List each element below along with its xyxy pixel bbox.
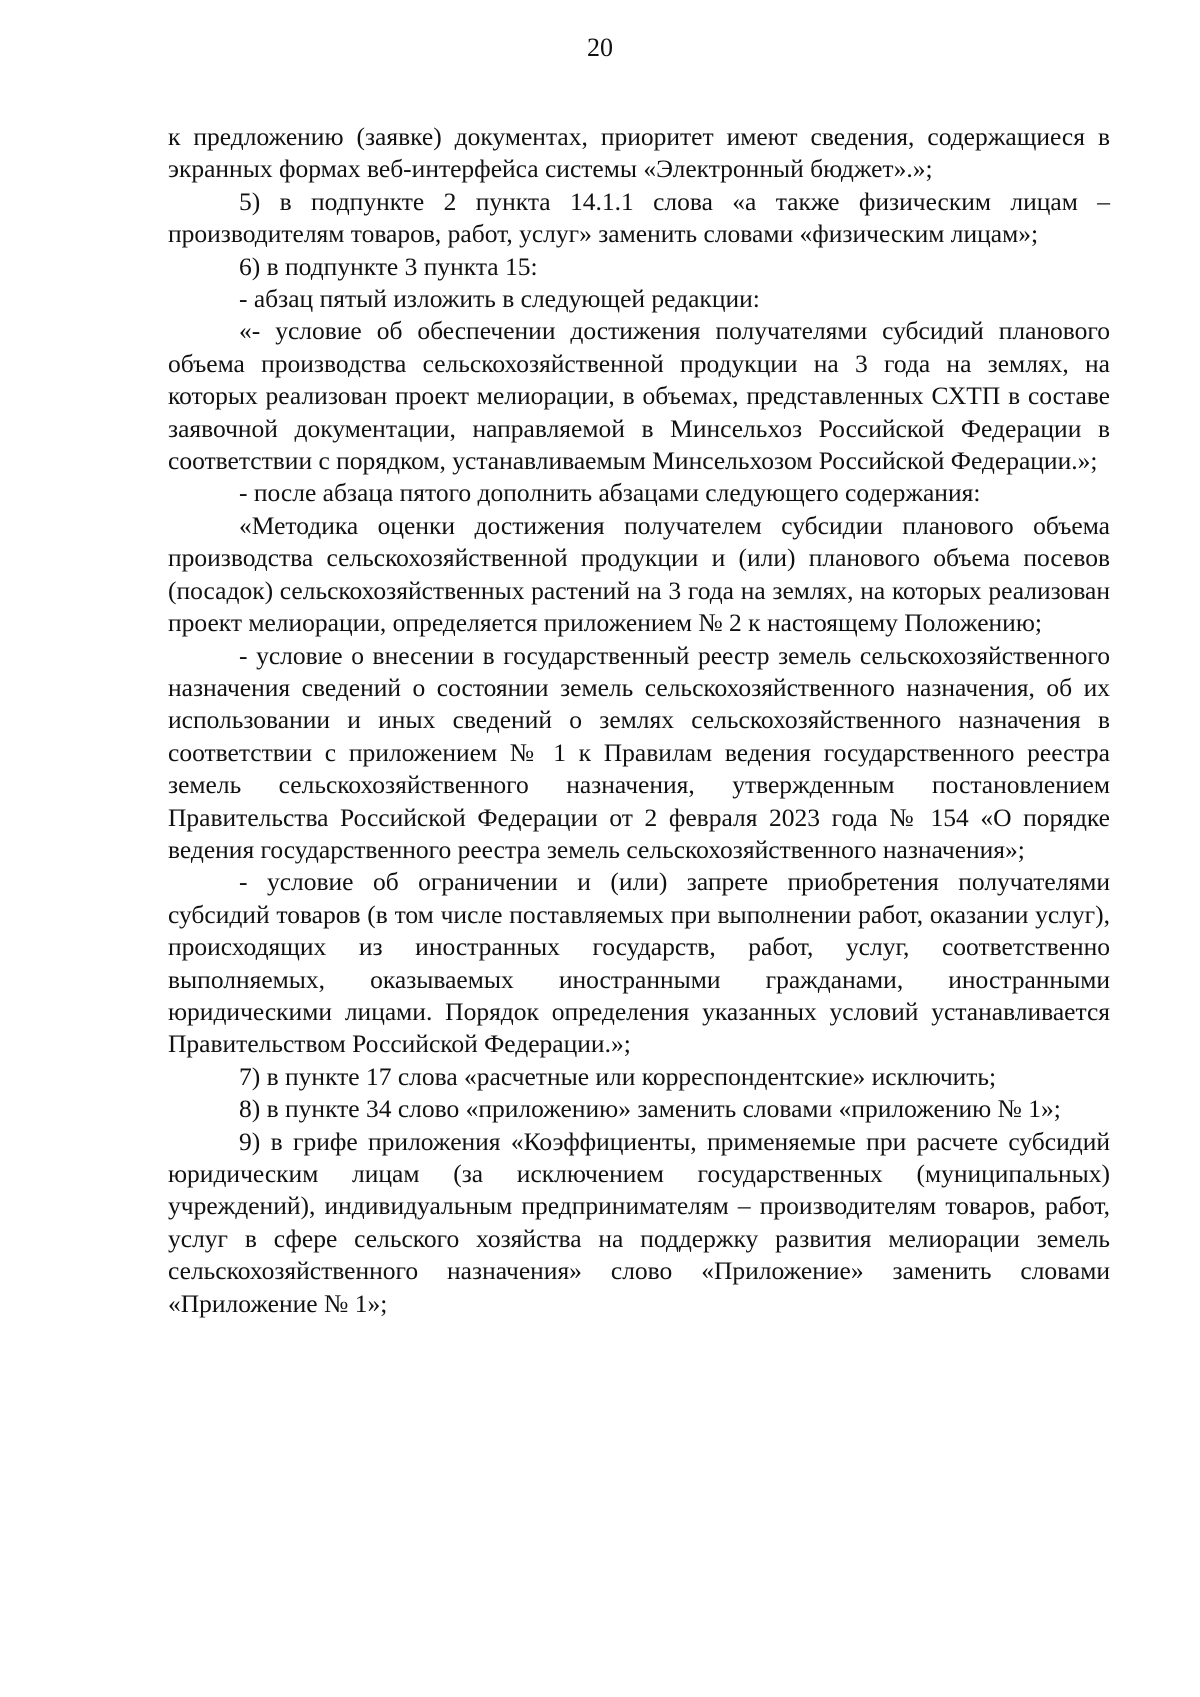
paragraph-quote-foreign-goods-condition: - условие об ограничении и (или) запрете приобретения получателями субсидий товаров (в том числе поставляемых при выполнении работ, оказании услуг), происходящих из иностранных государств, работ, услуг, соответственно выполняемых, оказываемых иностранными гражданами, иностранными юридическими лицами. Порядок определения указанных условий устанавливается Правительством Российской Федерации.»; [168, 867, 1110, 1059]
paragraph-item-6-addition: - после абзаца пятого дополнить абзацами следующего содержания: [239, 478, 981, 508]
page-number: 20 [587, 33, 613, 62]
paragraph-quote-methodology: «Методика оценки достижения получателем субсидии планового объема производства сельскохозяйственной продукции и (или) планового объема посевов (посадок) сельскохозяйственных растений на 3 года на землях, на которых реализован проект мелиорации, определяется приложением № 2 к настоящему Положению; [168, 510, 1110, 638]
paragraph-item-7: 7) в пункте 17 слова «расчетные или корреспондентские» исключить; [239, 1061, 997, 1091]
paragraph-quote-condition-volume: «- условие об обеспечении достижения получателями субсидий планового объема производства сельскохозяйственной продукции на 3 года на землях, на которых реализован проект мелиорации, в объемах, представленных СХТП в составе заявочной документации, направляемой в Минсельхоз Российской Федерации в соответствии с порядком, устанавливаемым Минсельхозом Российской Федерации.»; [168, 316, 1110, 476]
paragraph-item-5: 5) в подпункте 2 пункта 14.1.1 слова «а также физическим лицам – производителям товаров, работ, услуг» заменить словами «физическим лицам»; [168, 186, 1110, 249]
paragraph-item-6-abzac-5: - абзац пятый изложить в следующей редакции: [239, 284, 760, 314]
paragraph-quote-registry-condition: - условие о внесении в государственный реестр земель сельскохозяйственного назначения сведений о состоянии земель сельскохозяйственного назначения, об их использовании и иных сведений о землях сельскохозяйственного назначения в соответствии с приложением № 1 к Правилам ведения государственного реестра земель сельскохозяйственного назначения, утвержденным постановлением Правительства Российской Федерации от 2 февраля 2023 года № 154 «О порядке ведения государственного реестра земель сельскохозяйственного назначения»; [168, 640, 1110, 864]
document-body [168, 121, 1110, 1320]
paragraph-item-8: 8) в пункте 34 слово «приложению» заменить словами «приложению № 1»; [239, 1094, 1061, 1124]
paragraph-continuation: к предложению (заявке) документах, приоритет имеют сведения, содержащиеся в экранных формах веб-интерфейса системы «Электронный бюджет».»; [168, 122, 1110, 184]
paragraph-item-9: 9) в грифе приложения «Коэффициенты, применяемые при расчете субсидий юридическим лицам (за исключением государственных (муниципальных) учреждений), индивидуальным предпринимателям – производителям товаров, работ, услуг в сфере сельского хозяйства на поддержку развития мелиорации земель сельскохозяйственного назначения» слово «Приложение» заменить словами «Приложение № 1»; [168, 1126, 1110, 1318]
paragraph-item-6: 6) в подпункте 3 пункта 15: [239, 251, 538, 281]
